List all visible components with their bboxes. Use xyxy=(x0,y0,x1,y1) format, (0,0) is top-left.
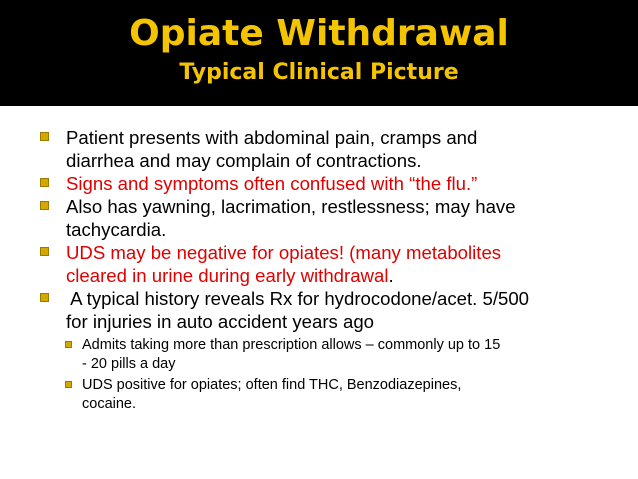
bullet-line: tachycardia. xyxy=(66,219,167,240)
bullet-line: for injuries in auto accident years ago xyxy=(66,311,375,332)
bullet-trailing-period: . xyxy=(388,265,394,286)
bullet-item xyxy=(0,195,611,241)
square-bullet-icon xyxy=(40,132,49,141)
bullet-line: Also has yawning, lacrimation, restlessness; may have xyxy=(66,196,516,217)
square-bullet-icon xyxy=(40,247,49,256)
subbullet-item xyxy=(0,376,602,414)
bullet-item xyxy=(0,172,611,195)
bullet-line: Signs and symptoms often confused with “the flu.” xyxy=(66,173,478,194)
bullet-item xyxy=(0,126,611,172)
square-bullet-icon xyxy=(65,381,72,388)
bullet-line: Patient presents with abdominal pain, cramps and xyxy=(66,127,478,148)
bullet-line: diarrhea and may complain of contractions. xyxy=(66,150,422,171)
bullet-line: cleared in urine during early withdrawal xyxy=(66,265,389,286)
bullet-line: UDS may be negative for opiates! (many metabolites xyxy=(66,242,502,263)
slide-body xyxy=(0,126,638,414)
bullet-line-wrap xyxy=(66,264,611,287)
square-bullet-icon xyxy=(40,293,49,302)
square-bullet-icon xyxy=(40,178,49,187)
subbullet-line: UDS positive for opiates; often find THC, Benzodiazepines, xyxy=(82,377,462,393)
subbullet-line: - 20 pills a day xyxy=(82,356,176,372)
bullet-line: A typical history reveals Rx for hydrocodone/acet. 5/500 xyxy=(66,288,530,309)
bullet-item xyxy=(0,241,611,287)
slide-header xyxy=(0,0,638,106)
subbullet-line: cocaine. xyxy=(82,396,137,412)
subbullet-item xyxy=(0,336,602,374)
slide-subtitle: Typical Clinical Picture xyxy=(179,60,459,85)
slide-title: Opiate Withdrawal xyxy=(129,13,509,54)
bullet-item xyxy=(0,287,611,333)
square-bullet-icon xyxy=(40,201,49,210)
subbullet-line: Admits taking more than prescription allows – commonly up to 15 xyxy=(82,337,501,353)
square-bullet-icon xyxy=(65,341,72,348)
